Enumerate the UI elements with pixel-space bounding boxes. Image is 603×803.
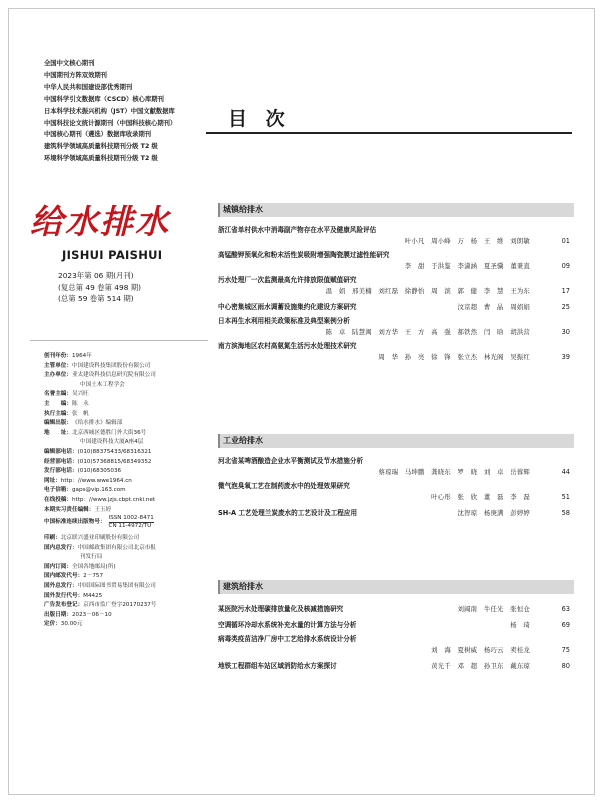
imprint-continuation: 刊发行局 <box>80 554 103 561</box>
issn-row <box>44 515 219 530</box>
imprint-continuation: 中国建设科技大厦A座4层 <box>80 439 144 446</box>
imprint-row <box>44 544 219 554</box>
imprint-key: 发行部电话： <box>44 468 78 475</box>
article-title: 高锰酸钾预氧化和粉末活性炭吸附增强陶瓷膜过滤性能研究 <box>218 251 390 259</box>
imprint-value: 中国建设科技集团股份有限公司 <box>71 362 151 369</box>
toc-entry[interactable] <box>218 316 574 338</box>
imprint-value: (010)57368815/68349352 <box>77 458 152 465</box>
imprint-row <box>44 429 219 439</box>
issn-number: ISSN 1002-8471 <box>108 515 154 522</box>
toc-entry[interactable] <box>218 634 574 656</box>
title-rule <box>206 132 572 134</box>
imprint-value: 张 帆 <box>71 410 89 417</box>
imprint-value: 陈 永 <box>71 400 89 407</box>
imprint-row <box>44 611 219 621</box>
imprint-value: http：//www.wwe1964.cn <box>60 477 132 484</box>
imprint-row <box>44 458 219 468</box>
left-divider <box>30 340 208 341</box>
article-page: 63 <box>561 605 570 613</box>
cn-number: CN 11-4972/TU <box>108 523 152 530</box>
article-title: 地铁工程群组车站区域消防给水方案探讨 <box>218 662 337 670</box>
imprint-key: 主 编： <box>44 400 72 407</box>
article-page: 44 <box>561 468 570 476</box>
imprint-key: 国外发行代号： <box>44 592 84 599</box>
article-authors: 温 娟 邢美楠 刘红磊 徐静怡 周 滨 郭 健 李 慧 王为东 <box>325 287 530 295</box>
article-authors: 李 甜 于洪鉴 李潇涵 夏圣骥 董秉直 <box>404 262 530 270</box>
imprint-row <box>44 410 219 420</box>
honor-item: 日本科学技术振兴机构（JST）中国文献数据库 <box>44 107 175 115</box>
imprint-value: gaps@vip.163.com <box>71 487 126 494</box>
imprint-row <box>44 620 219 630</box>
article-title: 微气泡臭氧工艺在制药废水中的处理效果研究 <box>218 482 350 490</box>
article-page: 25 <box>561 303 570 311</box>
article-page: 75 <box>561 646 570 654</box>
toc-entry[interactable] <box>218 456 574 478</box>
imprint-row <box>44 352 219 362</box>
article-page: 39 <box>561 353 570 361</box>
imprint-key: 国内总发行： <box>44 544 78 551</box>
journal-logo: 给水排水 <box>30 202 170 241</box>
imprint-row <box>44 572 219 582</box>
imprint-value: 30.00元 <box>60 621 83 628</box>
article-authors: 刘阔南 牛任光 张恒仓 <box>457 605 530 613</box>
imprint-value: 北京联兴盛业印刷股份有限公司 <box>60 535 140 542</box>
article-authors: 蔡琼瑞 马坤鹏 龚晓东 罗 晓 刘 卓 岳蓉辉 <box>378 468 530 476</box>
imprint-key: 电子信箱： <box>44 487 72 494</box>
imprint-value: 中国邮政集团有限公司北京市报 <box>77 544 156 551</box>
article-title: 南方滨海地区农村高氨氮生活污水处理技术研究 <box>218 342 357 350</box>
toc-entry[interactable] <box>218 618 574 632</box>
section-label: 工业给排水 <box>223 436 263 445</box>
imprint-value: 中国国际图书贸易集团有限公司 <box>77 583 156 590</box>
section-header <box>218 434 574 448</box>
imprint-key: 国外总发行： <box>44 583 78 590</box>
honor-item: 中国科技论文统计源期刊（中国科技核心期刊） <box>44 119 177 127</box>
honor-item: 全国中文核心期刊 <box>44 60 95 67</box>
article-authors: 叶小凡 周小峰 万 杨 王 维 刘朗敏 <box>404 237 530 245</box>
imprint-row <box>44 601 219 611</box>
imprint-value: (010)68305036 <box>77 468 122 475</box>
article-authors: 叶心彤 张 欣 董 磊 李 磊 <box>431 493 530 501</box>
imprint-value: http：//www.jzjs.cbpt.cnki.net <box>71 496 156 503</box>
issue-line: (总第 59 卷第 514 期) <box>58 294 134 304</box>
imprint-key: 主办单位： <box>44 372 72 379</box>
imprint-key: 印刷： <box>44 535 61 542</box>
imprint-key: 广告发布登记： <box>44 602 84 609</box>
toc-entry[interactable] <box>218 341 574 363</box>
imprint-value: 2－757 <box>83 573 104 580</box>
imprint-continuation: 中国土木工程学会 <box>80 381 125 388</box>
article-page: 69 <box>561 621 570 629</box>
issue-info <box>58 270 141 305</box>
article-title: 浙江省单村供水中消毒副产物存在水平及健康风险评估 <box>218 226 377 234</box>
imprint-row <box>44 506 219 516</box>
imprint-key: 执行主编： <box>44 410 72 417</box>
imprint-row <box>44 563 219 573</box>
journal-honors <box>44 58 219 165</box>
article-page: 30 <box>561 328 570 336</box>
toc-entry[interactable] <box>218 659 574 673</box>
imprint-value: 亚太建设科技信息研究院有限公司 <box>71 372 156 379</box>
imprint-row <box>44 390 219 400</box>
article-page: 01 <box>561 237 570 245</box>
imprint-value: 北京西城区德胜门外大街36号 <box>71 429 147 436</box>
imprint-key: 在线投稿： <box>44 496 72 503</box>
article-page: 58 <box>561 509 570 517</box>
imprint-value: 王玉婷 <box>94 506 112 513</box>
imprint-row <box>44 467 219 477</box>
article-page: 09 <box>561 262 570 270</box>
imprint-key: 主管单位： <box>44 362 72 369</box>
imprint-key: 名誉主编： <box>44 391 72 398</box>
article-page: 51 <box>561 493 570 501</box>
article-authors: 周 华 孙 亮 徐 锋 张立杰 林光阁 吴振红 <box>378 353 530 361</box>
toc-entry[interactable] <box>218 602 574 616</box>
imprint-key: 编辑部电话： <box>44 448 78 455</box>
imprint-key: 经营部电话： <box>44 458 78 465</box>
article-title: 病毒类疫苗洁净厂房中工艺给排水系统设计分析 <box>218 635 357 643</box>
toc-entry[interactable] <box>218 481 574 503</box>
imprint-row <box>44 496 219 506</box>
imprint-key: 定价： <box>44 621 61 628</box>
article-authors: 黄光千 邓 超 孙卫东 戴东琼 <box>431 662 530 670</box>
article-title: 空调循环冷却水系统补充水量的计算方法与分析 <box>218 621 357 629</box>
imprint-value: (010)88375433/68316321 <box>77 448 152 455</box>
imprint-key: 编辑出版： <box>44 420 72 427</box>
toc-entry[interactable] <box>218 506 574 520</box>
imprint-key: 本期实习责任编辑： <box>44 506 95 513</box>
imprint-row <box>44 534 219 544</box>
toc-entry[interactable] <box>218 225 574 247</box>
imprint-key: 网址： <box>44 477 61 484</box>
article-title: 日本再生水利用相关政策标准及典型案例分析 <box>218 317 350 325</box>
imprint-value: 1964年 <box>71 353 92 359</box>
imprint-key: 地 址： <box>44 429 72 436</box>
imprint-value: M4425 <box>83 592 103 599</box>
imprint-value: 全国各地邮局(所) <box>71 563 116 570</box>
imprint-key: 创刊年份： <box>44 353 72 359</box>
imprint-key: 国内订阅： <box>44 563 72 570</box>
section-label: 建筑给排水 <box>223 582 263 591</box>
imprint-key: 出版日期： <box>44 611 72 618</box>
imprint-row <box>44 486 219 496</box>
article-title: SH-A 工艺处理兰炭废水的工艺设计及工程应用 <box>218 509 358 517</box>
section-header <box>218 203 574 217</box>
toc-entry[interactable] <box>218 250 574 272</box>
article-authors: 沈智琼 杨庚满 彭婷婷 <box>457 509 530 517</box>
journal-pinyin: JISHUI PAISHUI <box>62 248 163 262</box>
imprint-row <box>44 592 219 602</box>
imprint-row <box>44 419 219 429</box>
honor-item: 中华人民共和国建设部优秀期刊 <box>44 83 133 91</box>
imprint-value: 京西市监广登字20170237号 <box>83 602 157 609</box>
imprint-row <box>44 400 219 410</box>
imprint-row <box>44 448 219 458</box>
section-header <box>218 580 574 594</box>
honor-item: 中国核心期刊（遴选）数据库收录期刊 <box>44 131 152 139</box>
honor-item: 中国科学引文数据库（CSCD）核心库期刊 <box>44 95 164 103</box>
article-authors: 刘 海 夏树威 杨巧云 卖桂龙 <box>431 646 530 654</box>
article-authors: 汶京超 曹 晶 周娟娟 <box>457 303 530 311</box>
imprint-row <box>44 477 219 487</box>
article-authors: 杨 琦 <box>510 621 530 629</box>
imprint-row <box>44 362 219 372</box>
imprint-block <box>44 352 219 630</box>
article-authors: 陈 卓 陆慧闽 刘方华 王 方 高 强 郝铁然 闫 晗 胡洪营 <box>325 328 530 336</box>
section-label: 城镇给排水 <box>223 205 263 214</box>
article-title: 某医院污水处理碳排放量化及核减措施研究 <box>218 605 344 613</box>
honor-item: 中国期刊方阵双效期刊 <box>44 71 107 79</box>
issue-line: 2023年第 06 期(月刊) <box>58 271 134 280</box>
article-title: 河北省某啤酒酿造企业水平衡测试及节水措施分析 <box>218 457 364 465</box>
article-title: 中心密集城区雨水调蓄设施集约化建设方案研究 <box>218 303 357 311</box>
article-page: 17 <box>561 287 570 295</box>
issue-line: (复总第 49 卷第 498 期) <box>58 282 142 292</box>
issn-key: 中国标准连续出版物号： <box>44 518 106 525</box>
imprint-key: 国内邮发代号： <box>44 573 84 580</box>
imprint-value: 吴兴旺 <box>71 391 89 398</box>
honor-item: 建筑科学领域高质量科技期刊分级 T2 级 <box>44 143 158 151</box>
toc-entry[interactable] <box>218 300 574 314</box>
toc-entry[interactable] <box>218 275 574 297</box>
article-page: 80 <box>561 662 570 670</box>
imprint-value: 2023－06－10 <box>71 611 112 618</box>
imprint-value: 《给水排水》编辑部 <box>71 420 123 427</box>
toc-title: 目 次 <box>228 108 291 130</box>
imprint-row <box>44 371 219 381</box>
honor-item: 环境科学领域高质量科技期刊分级 T2 级 <box>44 155 158 163</box>
imprint-row <box>44 582 219 592</box>
article-title: 污水处理厂一次监测最高允许排放限值赋值研究 <box>218 276 357 284</box>
